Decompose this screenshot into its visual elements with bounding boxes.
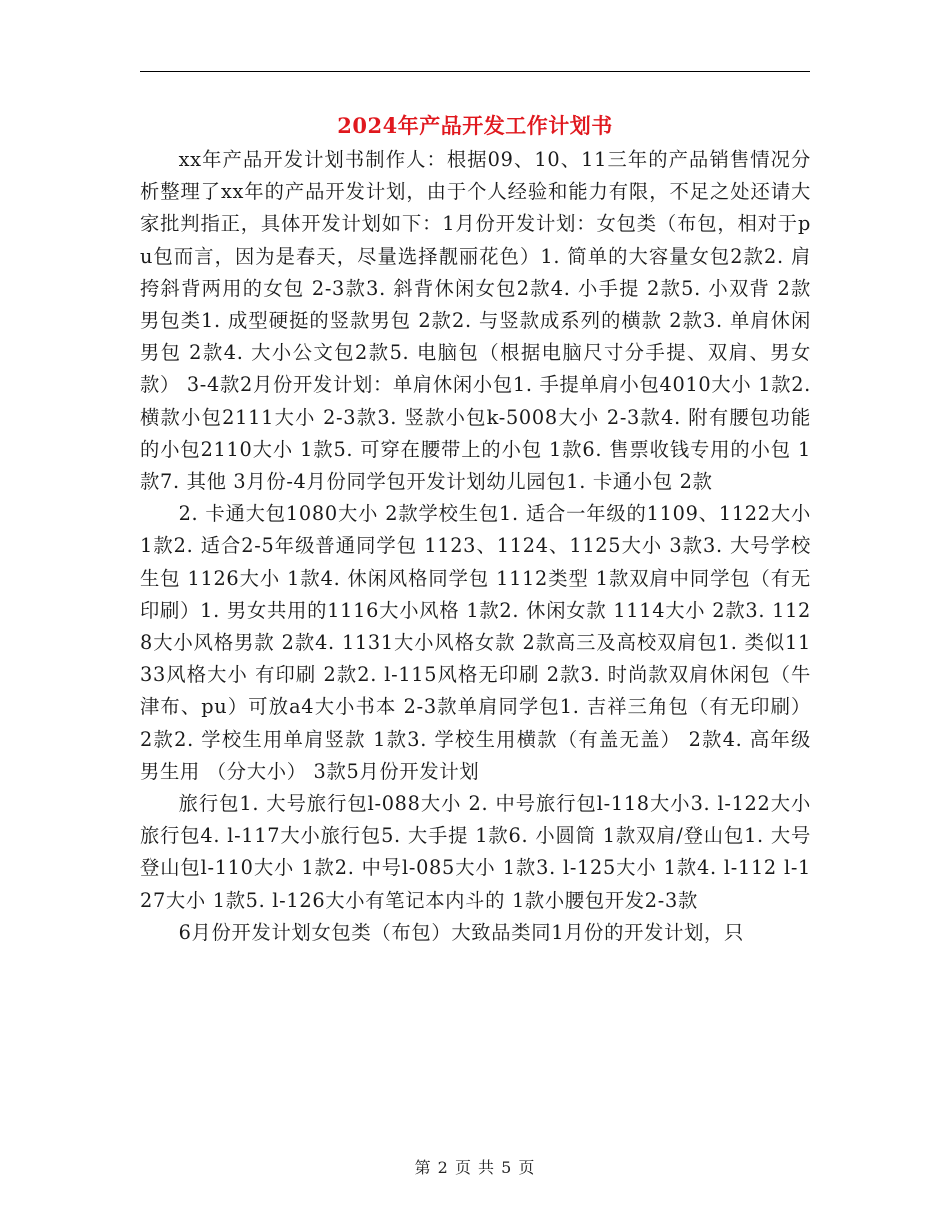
document-title: 2024年产品开发工作计划书 <box>337 113 613 138</box>
page-number-label: 第 2 页 共 5 页 <box>414 1158 536 1177</box>
body-paragraph: 旅行包1. 大号旅行包l-088大小 2. 中号旅行包l-118大小3. l-122大小旅行包4. l-117大小旅行包5. 大手提 1款6. 小圆筒 1款双肩/登山包1. 大号登山包l-110大小 1款2. 中号l-085大小 1款3. l-125大小 1款4. l-112 l-127大小 1款5. l-126大小有笔记本内斗的 1款小腰包开发2-3款 <box>140 792 811 912</box>
body-paragraph: 6月份开发计划女包类（布包）大致品类同1月份的开发计划，只 <box>178 920 745 944</box>
document-body <box>140 144 811 949</box>
body-paragraph: 2. 卡通大包1080大小 2款学校生包1. 适合一年级的1109、1122大小 1款2. 适合2-5年级普通同学包 1123、1124、1125大小 3款3. 大号学校生包 1126大小 1款4. 休闲风格同学包 1112类型 1款双肩中同学包（有无印刷）1. 男女共用的1116大小风格 1款2. 休闲女款 1114大小 2款3. 1128大小风格男款 2款4. 1131大小风格女款 2款高三及高校双肩包1. 类似1133风格大小 有印刷 2款2. l-115风格无印刷 2款3. 时尚款双肩休闲包（牛津布、pu）可放a4大小书本 2-3款单肩同学包1. 吉祥三角包（有无印刷） 2款2. 学校生用单肩竖款 1款3. 学校生用横款（有盖无盖） 2款4. 高年级男生用 （分大小） 3款5月份开发计划 <box>140 502 811 783</box>
header-rule <box>140 71 810 72</box>
body-paragraph: xx年产品开发计划书制作人：根据09、10、11三年的产品销售情况分析整理了xx年的产品开发计划，由于个人经验和能力有限，不足之处还请大家批判指正，具体开发计划如下：1月份开发计划：女包类（布包，相对于pu包而言，因为是春天，尽量选择靓丽花色）1. 简单的大容量女包2款2. 肩挎斜背两用的女包 2-3款3. 斜背休闲女包2款4. 小手提 2款5. 小双背 2款男包类1. 成型硬挺的竖款男包 2款2. 与竖款成系列的横款 2款3. 单肩休闲男包 2款4. 大小公文包2款5. 电脑包（根据电脑尺寸分手提、双肩、男女款） 3-4款2月份开发计划：单肩休闲小包1. 手提单肩小包4010大小 1款2. 横款小包2111大小 2-3款3. 竖款小包k-5008大小 2-3款4. 附有腰包功能的小包2110大小 1款5. 可穿在腰带上的小包 1款6. 售票收钱专用的小包 1款7. 其他 3月份-4月份同学包开发计划幼儿园包1. 卡通小包 2款 <box>140 148 811 494</box>
page-footer <box>0 1155 950 1178</box>
